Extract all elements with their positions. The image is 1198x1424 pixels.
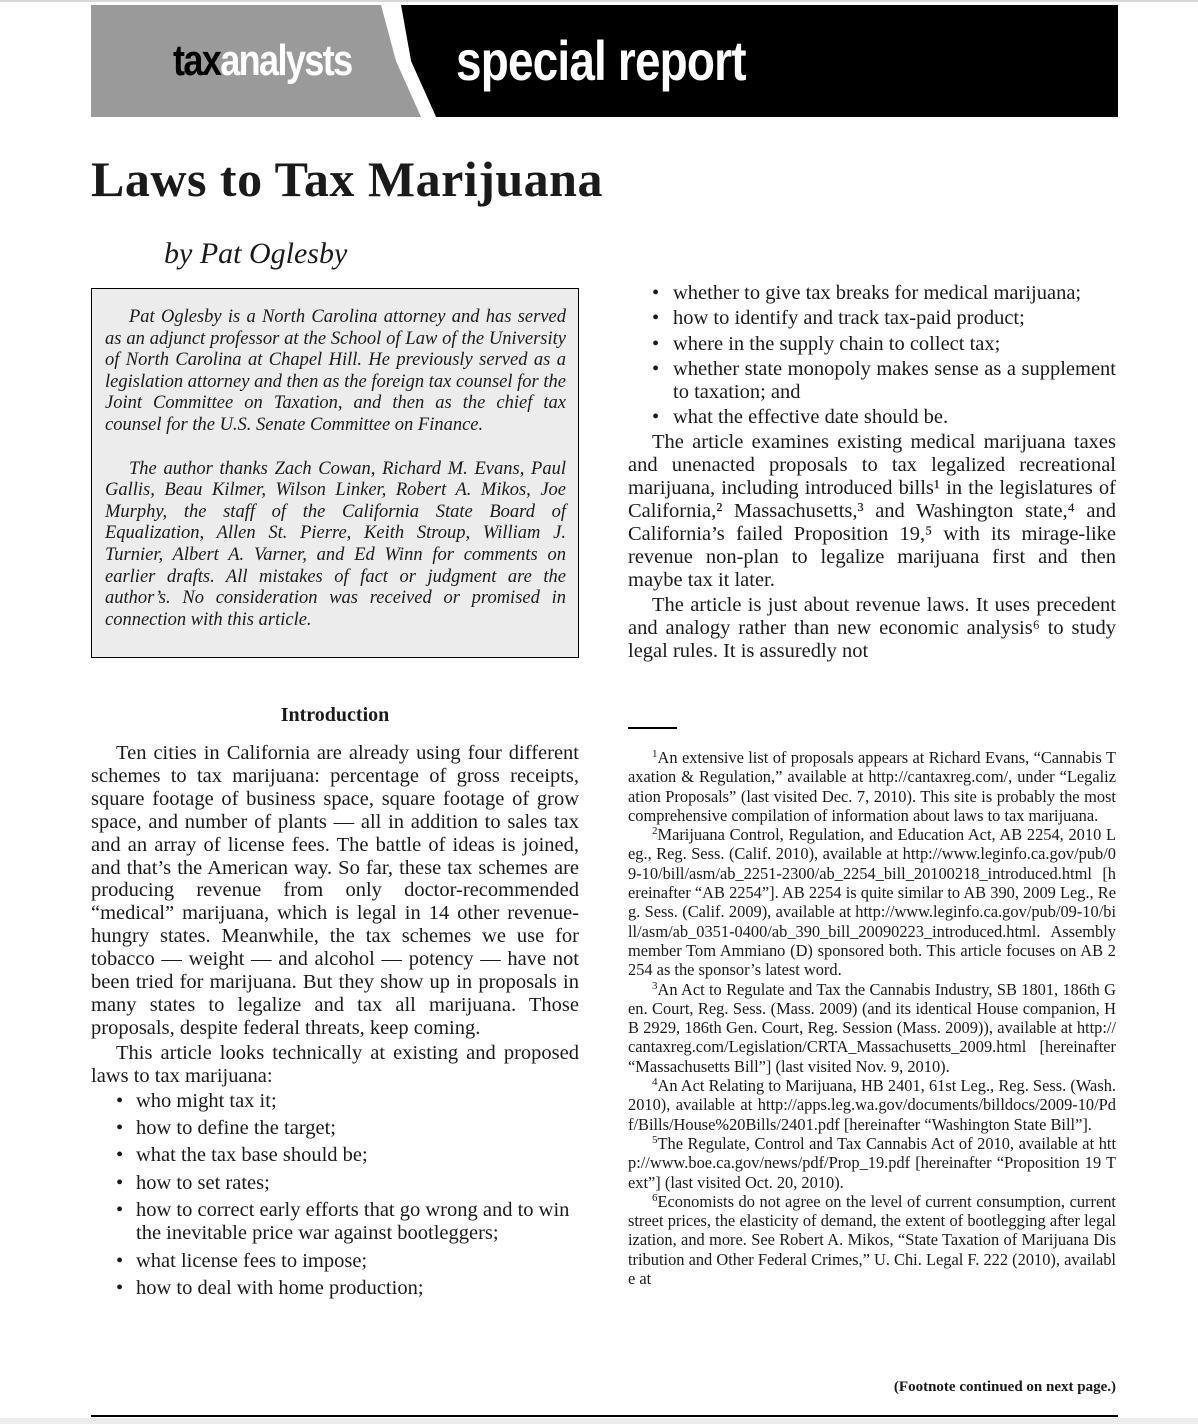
footnote-5: [628, 1134, 1116, 1192]
intro-paragraph-1: Ten cities in California are already using four different schemes to tax marijuana: percentage of gross receipts, square footage of business space, square footage of grow space, and number of plants — all in addition to sales tax and an array of license fees. The battle of ideas is joined, and that’s the American way. So far, these tax schemes are producing revenue from only doctor-recommended “medical” marijuana, which is legal in 14 other revenue-hungry states. Meanwhile, the tax schemes we use for tobacco — weight — and alcohol — potency — have not been tried for marijuana. But they show up in proposals in many states to legalize and tax all marijuana. Those proposals, despite federal threats, keep coming.: [91, 742, 579, 1039]
list-item: • who might tax it;: [91, 1090, 579, 1113]
footnote-separator: [628, 727, 677, 729]
footnote-marker: 4: [652, 1076, 658, 1089]
footnote-text: Economists do not agree on the level of current consumption, current street prices, the elasticity of demand, the extent of bootlegging after legalization, and more. See Robert A. Mikos, “State Taxation of Marijuana Distribution and Other Federal Crimes,” U. Chi. Legal F. 222 (2010), available at: [628, 1191, 1116, 1289]
footnote-2: [628, 825, 1116, 979]
author-bio-box: [91, 288, 579, 658]
list-item: • what the effective date should be.: [628, 406, 1116, 429]
logo-analysts-text: analysts: [220, 36, 352, 85]
footnote-text: An Act Relating to Marijuana, HB 2401, 61st Leg., Reg. Sess. (Wash. 2010), available at http://apps.leg.wa.gov/documents/billdocs/2009-10/Pdf/Bills/House%20Bills/2401.pdf [hereinafter “Washington State Bill”].: [628, 1076, 1116, 1134]
footnote-text: An Act to Regulate and Tax the Cannabis Industry, SB 1801, 186th Gen. Court, Reg. Sess. (Mass. 2009) (and its identical House companion, HB 2929, 186th Gen. Court, Reg. Session (Mass. 2009)), available at http://cantaxreg.com/Legislation/CRTA_Massachusetts_2009.html [hereinafter “Massachusetts Bill”] (last visited Nov. 9, 2010).: [628, 979, 1116, 1076]
header-banner: [91, 5, 1118, 117]
right-column: [628, 282, 1116, 662]
section-heading-introduction: Introduction: [280, 704, 390, 726]
left-column: [91, 742, 579, 1304]
byline: by Pat Oglesby: [164, 237, 348, 270]
list-item: • how to identify and track tax-paid product;: [628, 307, 1116, 330]
footnote-3: [628, 980, 1116, 1076]
footnote-marker: 3: [652, 979, 658, 992]
list-item: • what license fees to impose;: [91, 1250, 579, 1273]
topic-list-left: [91, 1090, 579, 1300]
footnote-text: An extensive list of proposals appears at Richard Evans, “Cannabis Taxation & Regulation,” available at http://cantaxreg.com/, under “Legalization Proposals” (last visited Dec. 7, 2010). This site is probably the most comprehensive compilation of information about laws to tax marijuana.: [628, 748, 1116, 825]
logo-tax-text: tax: [173, 36, 221, 85]
footnote-1: [628, 748, 1116, 825]
list-item: • where in the supply chain to collect tax;: [628, 333, 1116, 356]
taxanalysts-logo: [173, 33, 352, 89]
list-item: • whether to give tax breaks for medical marijuana;: [628, 282, 1116, 305]
page-bottom-shade: [0, 1418, 1198, 1424]
list-item: • how to correct early efforts that go wrong and to win the inevitable price war against bootleggers;: [91, 1199, 579, 1245]
footnote-text: The Regulate, Control and Tax Cannabis Act of 2010, available at http://www.boe.ca.gov/news/pdf/Prop_19.pdf [hereinafter “Proposition 19 Text”] (last visited Oct. 20, 2010).: [628, 1133, 1116, 1192]
author-bio: Pat Oglesby is a North Carolina attorney and has served as an adjunct professor at the School of Law of the University of North Carolina at Chapel Hill. He previously served as a legislation attorney and then as the foreign tax counsel for the Joint Committee on Taxation, and then as the chief tax counsel for the U.S. Senate Committee on Finance.: [105, 307, 566, 435]
acknowledgments: The author thanks Zach Cowan, Richard M. Evans, Paul Gallis, Beau Kilmer, Wilson Linker, Robert A. Mikos, Joe Murphy, the staff of the California State Board of Equalization, Allen St. Pierre, Keith Stroup, William J. Turnier, Albert A. Varner, and Ed Winn for comments on earlier drafts. All mistakes of fact or judgment are the author’s. No consideration was received or promised in connection with this article.: [105, 458, 566, 630]
footnote-4: [628, 1076, 1116, 1134]
top-rule: [0, 0, 1198, 2]
footnotes: [628, 748, 1116, 1288]
list-item: • whether state monopoly makes sense as a supplement to taxation; and: [628, 358, 1116, 404]
intro-paragraph-2: This article looks technically at existing and proposed laws to tax marijuana:: [91, 1041, 579, 1087]
footnote-continued-note: (Footnote continued on next page.): [893, 1379, 1116, 1395]
topic-list-right: [628, 282, 1116, 429]
footnote-marker: 5: [652, 1133, 658, 1146]
footnote-marker: 2: [652, 825, 658, 838]
article-title: Laws to Tax Marijuana: [91, 151, 603, 207]
list-item: • how to set rates;: [91, 1172, 579, 1195]
footnote-6: [628, 1192, 1116, 1288]
list-item: • how to define the target;: [91, 1117, 579, 1140]
body-paragraph-1: The article examines existing medical marijuana taxes and unenacted proposals to tax legalized recreational marijuana, including introduced bills¹ in the legislatures of California,² Massachusetts,³ and Washington state,⁴ and California’s failed Proposition 19,⁵ with its mirage-like revenue non-plan to legalize marijuana first and then maybe tax it later.: [628, 431, 1116, 591]
bottom-rule: [91, 1415, 1118, 1417]
section-label: special report: [456, 29, 746, 92]
body-paragraph-2: The article is just about revenue laws. It uses precedent and analogy rather than new economic analysis⁶ to study legal rules. It is assuredly not: [628, 593, 1116, 662]
footnote-marker: 1: [652, 748, 658, 760]
footnote-text: Marijuana Control, Regulation, and Education Act, AB 2254, 2010 Leg., Reg. Sess. (Calif. 2010), available at http://www.leginfo.ca.gov/pub/09-10/bill/asm/ab_2251-2300/ab_2254_bill_20100218_introduced.html [hereinafter “AB 2254”]. AB 2254 is quite similar to AB 390, 2009 Leg., Reg. Sess. (Calif. 2009), available at http://www.leginfo.ca.gov/pub/09-10/bill/asm/ab_0351-0400/ab_390_bill_20090223_introduced.html. Assembly member Tom Ammiano (D) sponsored both. This article focuses on AB 2254 as the sponsor’s latest word.: [628, 825, 1116, 980]
list-item: • how to deal with home production;: [91, 1277, 579, 1300]
footnote-marker: 6: [652, 1191, 658, 1204]
list-item: • what the tax base should be;: [91, 1144, 579, 1167]
